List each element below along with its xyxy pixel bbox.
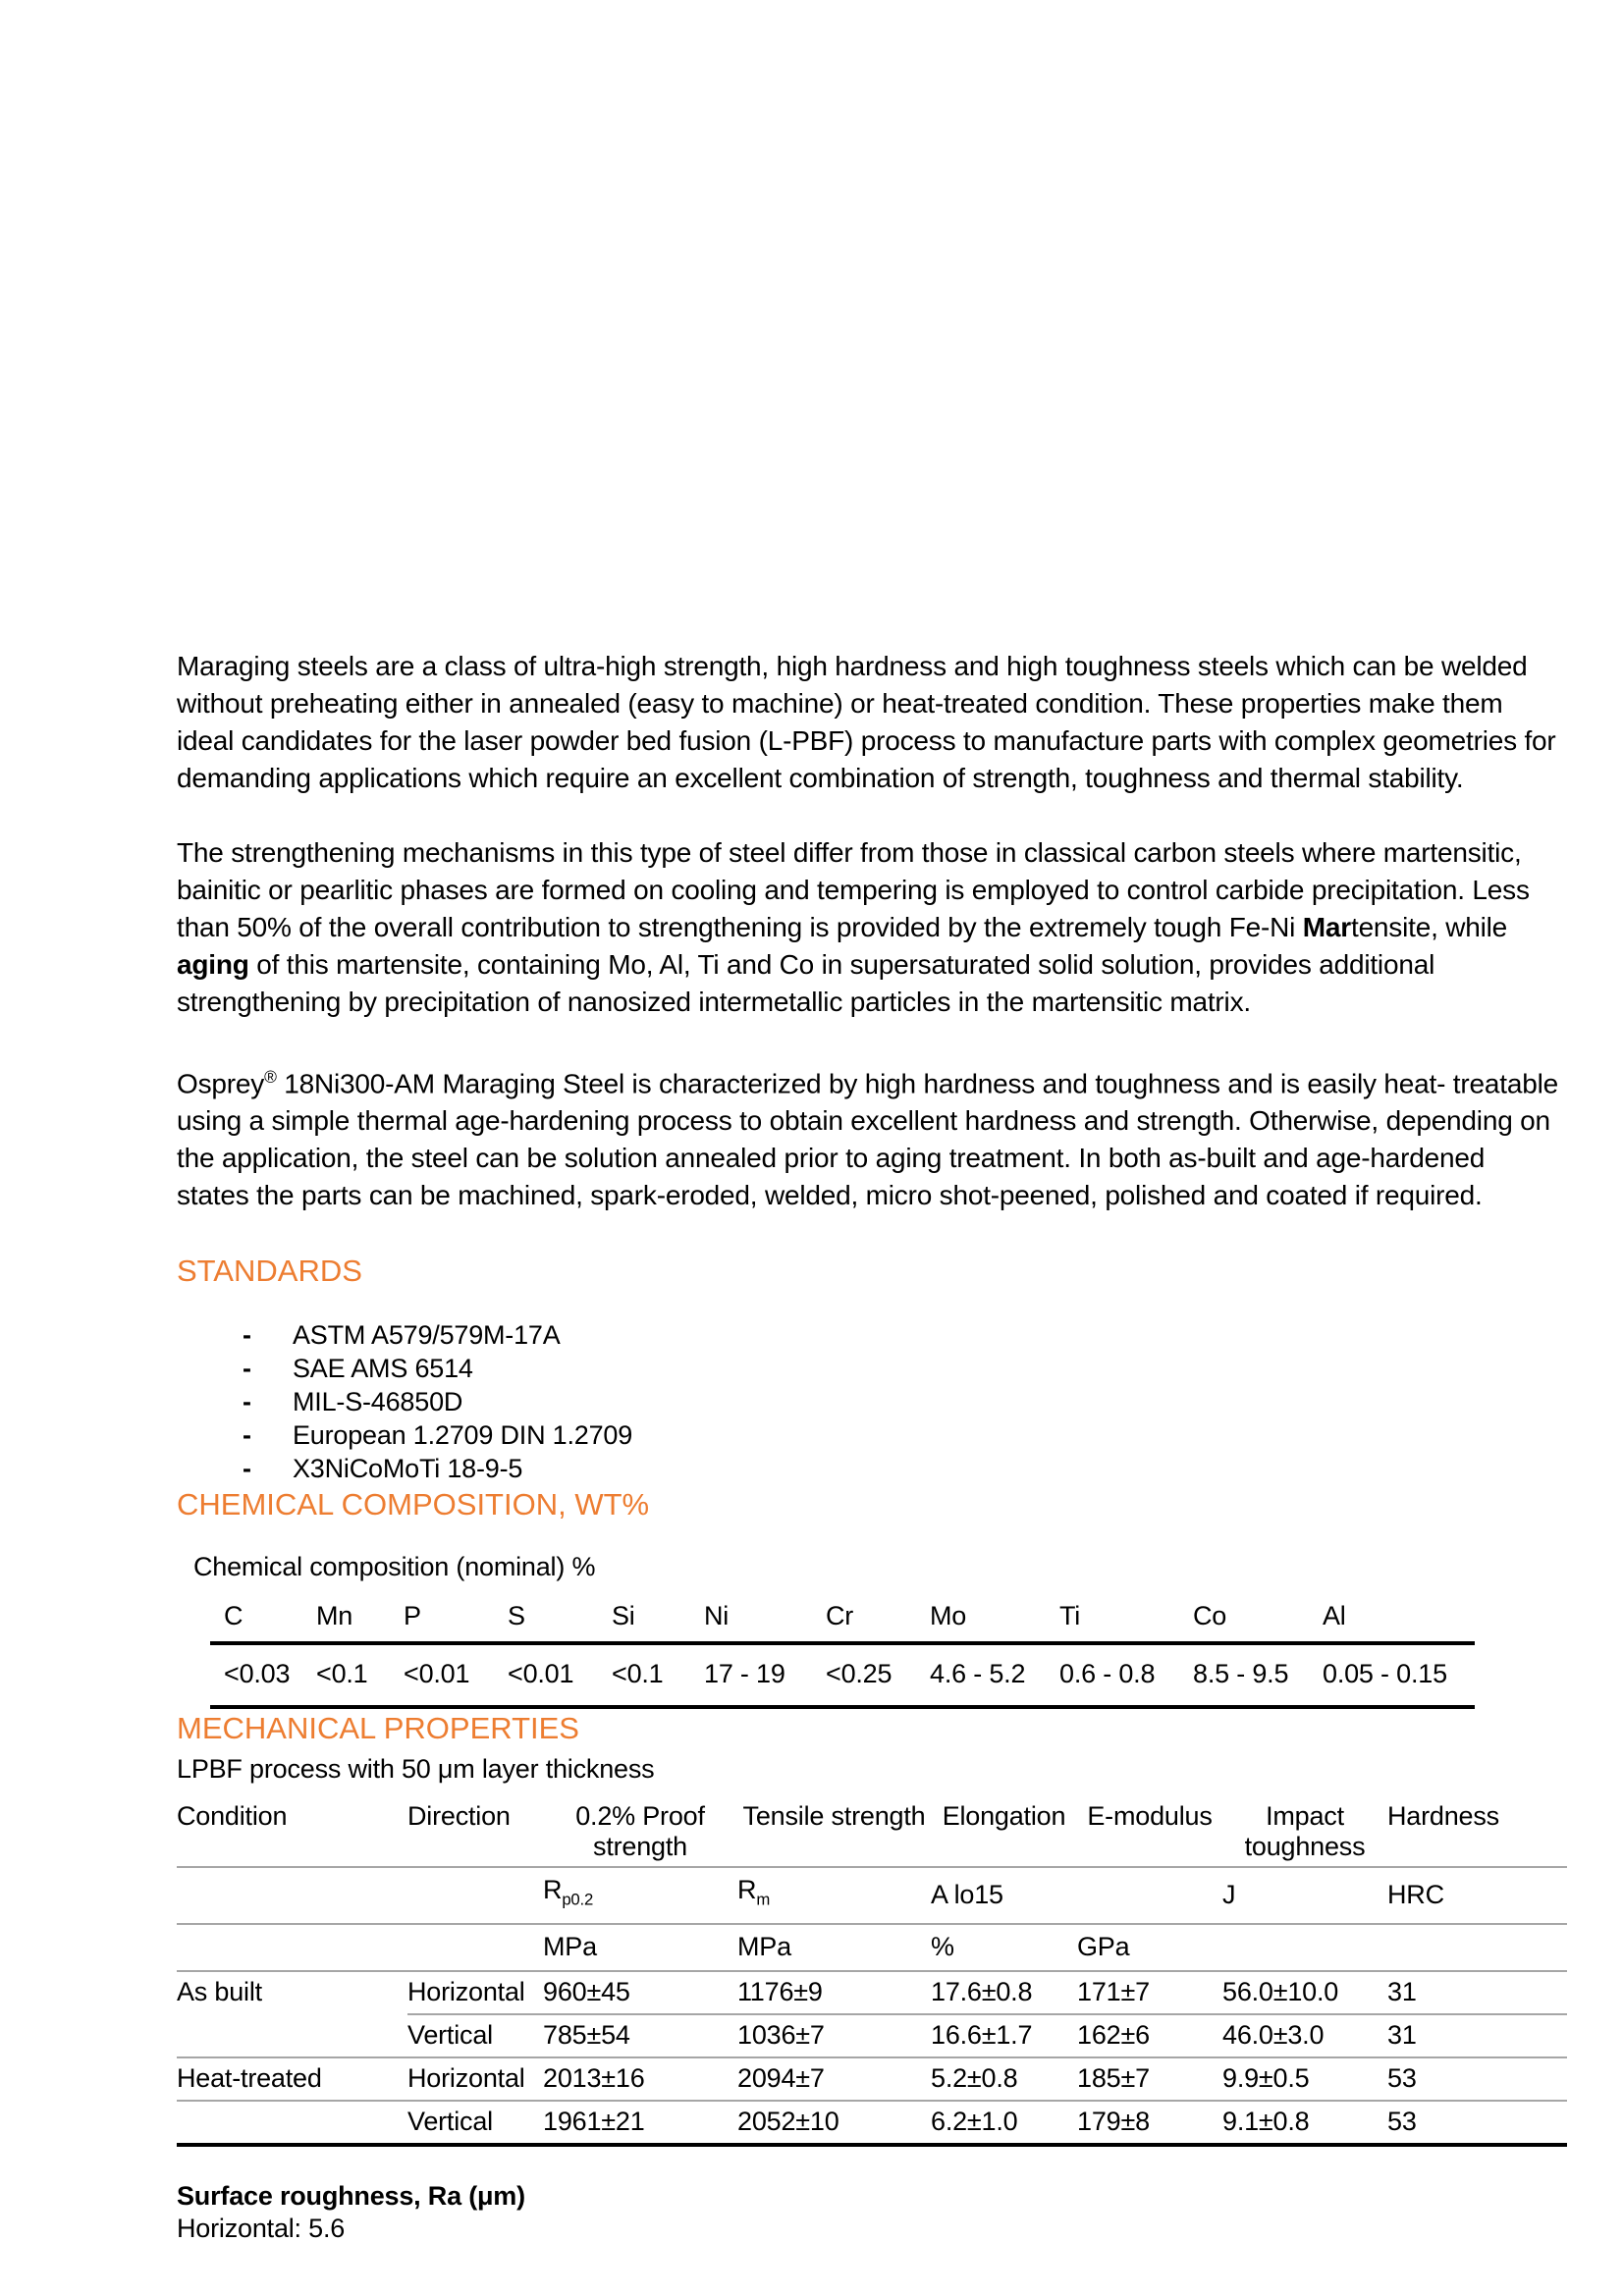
cell-condition: Heat-treated: [177, 2057, 407, 2101]
chemical-table: [210, 1597, 1475, 1709]
cell-hardness: 31: [1387, 2014, 1495, 2057]
bullet-dash: -: [243, 1454, 251, 1484]
chemical-heading: CHEMICAL COMPOSITION, WT%: [177, 1487, 650, 1522]
surface-roughness-title: Surface roughness, Ra (μm): [177, 2180, 525, 2211]
header-line: 0.2% Proof: [575, 1801, 705, 1832]
cell-impact: 46.0±3.0: [1222, 2014, 1387, 2057]
cell-proof: 785±54: [543, 2014, 737, 2057]
osprey-paragraph: [177, 1058, 1563, 1214]
empty-cell: [407, 1867, 543, 1923]
symbol-proof: [543, 1867, 737, 1923]
spacer-cell: [1495, 2014, 1567, 2057]
chem-col-header: Mn: [316, 1597, 404, 1643]
cell-elongation: 5.2±0.8: [931, 2057, 1077, 2101]
bold-mar: Mar: [1302, 912, 1351, 942]
chem-col-header: Co: [1193, 1597, 1323, 1643]
osprey-text: 18Ni300-AM Maraging Steel is characterized by high hardness and toughness and is easily heat- treatable using a simple thermal age-hardening process to obtain excellent hardness and strength. Otherwise, depending on the application, the steel can be solution annealed prior to aging treatment. In both as-built and age-hardened states the parts can be machined, spark-eroded, welded, micro shot-peened, polished and coated if required.: [177, 1068, 1558, 1211]
cell-tensile: 1176±9: [737, 1971, 931, 2014]
standards-heading: STANDARDS: [177, 1254, 362, 1289]
empty-cell: [1077, 1867, 1222, 1923]
header-line: toughness: [1244, 1832, 1366, 1862]
strengthening-text-2: tensite, while: [1350, 912, 1508, 942]
cell-condition: As built: [177, 1977, 262, 2007]
chem-value-cell: 17 - 19: [704, 1643, 826, 1707]
chem-col-header: Mo: [930, 1597, 1059, 1643]
surface-roughness-note: [177, 2180, 1563, 2245]
bullet-dash: -: [243, 1320, 251, 1351]
symbol-impact: J: [1222, 1867, 1387, 1923]
list-item-label: MIL-S-46850D: [293, 1387, 463, 1417]
cell-proof: 2013±16: [543, 2057, 737, 2101]
chem-value-cell: 0.05 - 0.15: [1323, 1643, 1475, 1707]
col-header-elongation: Elongation: [931, 1799, 1077, 1867]
cell-direction: Horizontal: [407, 1971, 543, 2014]
mechanical-heading: MECHANICAL PROPERTIES: [177, 1711, 579, 1746]
unit-elongation: %: [931, 1924, 1077, 1971]
unit-emodulus: GPa: [1077, 1924, 1222, 1971]
bold-aging: aging: [177, 949, 249, 980]
cell-condition: [177, 2014, 407, 2057]
col-header-hardness: Hardness: [1387, 1799, 1495, 1867]
cell-emodulus: 179±8: [1077, 2101, 1222, 2145]
cell-direction: Horizontal: [407, 2057, 543, 2101]
list-item: [177, 1318, 1563, 1352]
chem-col-header: Ni: [704, 1597, 826, 1643]
brand-name: Osprey: [177, 1068, 265, 1099]
chem-value-cell: <0.1: [316, 1643, 404, 1707]
list-item: [177, 1452, 1563, 1485]
intro-text: Maraging steels are a class of ultra-high strength, high hardness and high toughness steels which can be welded without preheating either in annealed (easy to machine) or heat-treated condition. These properties make them ideal candidates for the laser powder bed fusion (L-PBF) process to manufacture parts with complex geometries for demanding applications which require an excellent combination of strength, toughness and thermal stability.: [177, 651, 1556, 793]
empty-cell: [177, 1924, 407, 1971]
mech-header-row: [177, 1799, 1567, 1867]
symbol-subscript: m: [756, 1890, 771, 1909]
chem-col-header: Al: [1323, 1597, 1475, 1643]
list-item-label: European 1.2709 DIN 1.2709: [293, 1420, 633, 1451]
mechanical-caption: LPBF process with 50 μm layer thickness: [177, 1754, 655, 1785]
list-item: [177, 1385, 1563, 1418]
intro-paragraph: [177, 648, 1563, 797]
col-header-direction: Direction: [407, 1799, 543, 1867]
unit-tensile: MPa: [737, 1924, 931, 1971]
list-item-label: ASTM A579/579M-17A: [293, 1320, 561, 1351]
chem-value-cell: <0.03: [210, 1643, 316, 1707]
cell-proof: 1961±21: [543, 2101, 737, 2145]
header-line: Impact: [1266, 1801, 1344, 1832]
col-header-impact-toughness: [1222, 1799, 1387, 1867]
cell-hardness: 53: [1387, 2101, 1495, 2145]
cell-emodulus: 171±7: [1077, 1971, 1222, 2014]
chem-value-row: [210, 1643, 1475, 1707]
table-row: [177, 2057, 1567, 2101]
symbol-tensile: [737, 1867, 931, 1923]
chem-value-cell: <0.1: [612, 1643, 704, 1707]
symbol-subscript: p0.2: [562, 1890, 594, 1909]
cell-hardness: 53: [1387, 2057, 1495, 2101]
cell-impact: 9.9±0.5: [1222, 2057, 1387, 2101]
list-item-label: X3NiCoMoTi 18-9-5: [293, 1454, 523, 1484]
chem-header-row: [210, 1597, 1475, 1643]
standards-list: [177, 1318, 1563, 1485]
mech-units-row: [177, 1924, 1567, 1971]
bullet-dash: -: [243, 1387, 251, 1417]
strengthening-paragraph: [177, 834, 1563, 1021]
table-row: [177, 2101, 1567, 2145]
empty-cell: [407, 1924, 543, 1971]
spacer-cell: [1495, 2057, 1567, 2101]
empty-cell: [177, 1867, 407, 1923]
cell-emodulus: 185±7: [1077, 2057, 1222, 2101]
cell-elongation: 6.2±1.0: [931, 2101, 1077, 2145]
cell-direction: Vertical: [407, 2014, 543, 2057]
chem-value-cell: <0.25: [826, 1643, 930, 1707]
strengthening-text-1: The strengthening mechanisms in this type of steel differ from those in classical carbon steels where martensitic, bainitic or pearlitic phases are formed on cooling and tempering is employed to control carbide precipitation. Less than 50% of the overall contribution to strengthening is provided by the extremely tough Fe-Ni: [177, 837, 1530, 942]
chem-value-cell: 8.5 - 9.5: [1193, 1643, 1323, 1707]
chem-col-header: Cr: [826, 1597, 930, 1643]
chem-value-cell: 0.6 - 0.8: [1059, 1643, 1193, 1707]
cell-tensile: 1036±7: [737, 2014, 931, 2057]
cell-tensile: 2094±7: [737, 2057, 931, 2101]
cell-elongation: 17.6±0.8: [931, 1971, 1077, 2014]
table-row: [177, 2014, 1567, 2057]
list-item-label: SAE AMS 6514: [293, 1354, 473, 1384]
col-header-tensile-strength: Tensile strength: [737, 1799, 931, 1867]
col-header-proof-strength: [543, 1799, 737, 1867]
header-line: strength: [593, 1832, 687, 1862]
mech-symbol-row: [177, 1867, 1567, 1923]
empty-cell: [1222, 1924, 1387, 1971]
col-header-emodulus: E-modulus: [1077, 1799, 1222, 1867]
spacer-cell: [1495, 1799, 1567, 1867]
list-item: [177, 1418, 1563, 1452]
cell-impact: 9.1±0.8: [1222, 2101, 1387, 2145]
table-row: [177, 1971, 1567, 2014]
surface-roughness-value: Horizontal: 5.6: [177, 2213, 346, 2243]
chem-col-header: S: [508, 1597, 612, 1643]
cell-direction: Vertical: [407, 2101, 543, 2145]
symbol-elongation: A lo15: [931, 1867, 1077, 1923]
chem-col-header: Ti: [1059, 1597, 1193, 1643]
cell-proof: 960±45: [543, 1971, 737, 2014]
list-item: [177, 1352, 1563, 1385]
cell-condition: [177, 2101, 407, 2145]
symbol-base: R: [737, 1875, 757, 1905]
chem-col-header: C: [210, 1597, 316, 1643]
unit-proof: MPa: [543, 1924, 737, 1971]
symbol-hardness: HRC: [1387, 1867, 1495, 1923]
mechanical-table: [177, 1799, 1567, 2146]
cell-elongation: 16.6±1.7: [931, 2014, 1077, 2057]
empty-cell: [1387, 1924, 1495, 1971]
chem-col-header: Si: [612, 1597, 704, 1643]
cell-impact: 56.0±10.0: [1222, 1971, 1387, 2014]
spacer-cell: [1495, 2101, 1567, 2145]
chem-value-cell: 4.6 - 5.2: [930, 1643, 1059, 1707]
cell-hardness: 31: [1387, 1971, 1495, 2014]
bullet-dash: -: [243, 1354, 251, 1384]
bullet-dash: -: [243, 1420, 251, 1451]
chem-value-cell: <0.01: [404, 1643, 508, 1707]
cell-emodulus: 162±6: [1077, 2014, 1222, 2057]
spacer-cell: [1495, 1867, 1567, 1923]
page-content: [177, 648, 1563, 2245]
spacer-cell: [1495, 1924, 1567, 1971]
spacer-cell: [1495, 1971, 1567, 2014]
chem-value-cell: <0.01: [508, 1643, 612, 1707]
symbol-base: R: [543, 1875, 563, 1905]
col-header-condition: Condition: [177, 1799, 407, 1867]
strengthening-text-3: of this martensite, containing Mo, Al, Ti and Co in supersaturated solid solution, provides additional strengthening by precipitation of nanosized intermetallic particles in the martensitic matrix.: [177, 949, 1435, 1017]
registered-mark: ®: [264, 1067, 277, 1087]
chem-col-header: P: [404, 1597, 508, 1643]
cell-tensile: 2052±10: [737, 2101, 931, 2145]
chemical-caption: Chemical composition (nominal) %: [193, 1552, 596, 1582]
